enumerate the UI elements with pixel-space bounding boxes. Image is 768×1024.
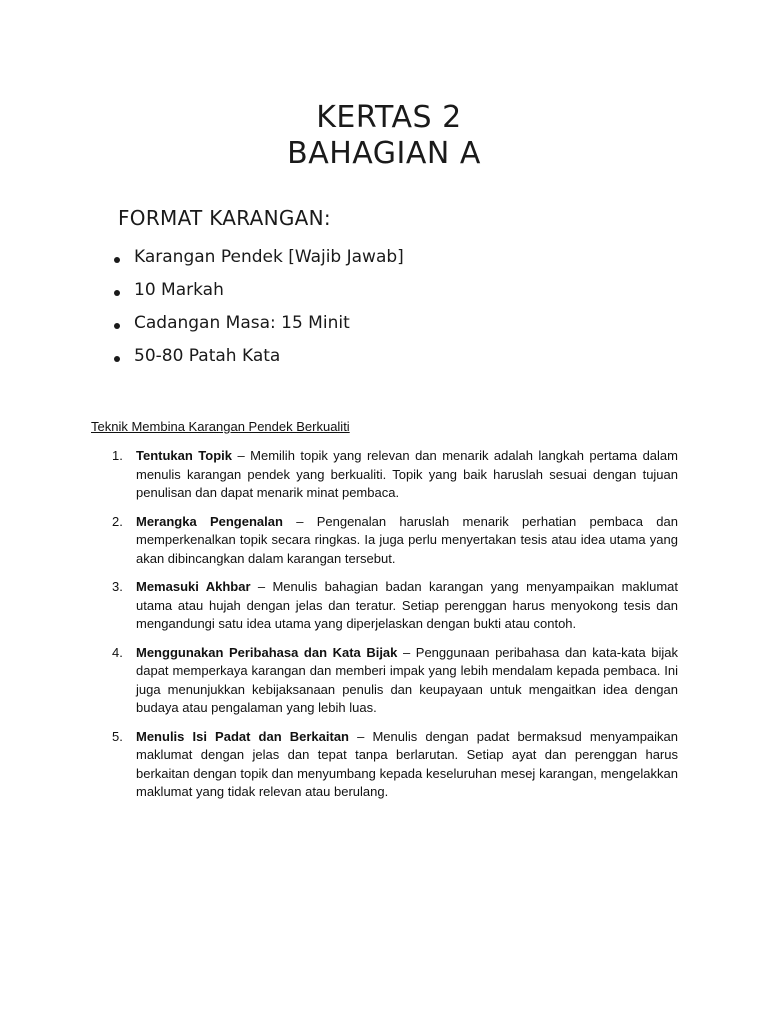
format-item (114, 339, 404, 372)
step-number: 1. (112, 448, 123, 463)
step-item (91, 447, 678, 503)
step-text: – Memilih topik yang relevan dan menarik adalah langkah pertama dalam menulis karangan pendek yang berkualiti. Topik yang baik haruslah sesuai dengan tujuan penulisan dan dapat menarik minat pembaca. (136, 448, 678, 500)
format-item-label: 10 Markah (134, 279, 224, 300)
step-number: 3. (112, 579, 123, 594)
section-title: Teknik Membina Karangan Pendek Berkualiti (91, 419, 350, 434)
step-number: 5. (112, 728, 123, 744)
format-item-label: Cadangan Masa: 15 Minit (134, 312, 350, 333)
title-line-2: BAHAGIAN A (287, 136, 481, 171)
step-item (91, 578, 678, 634)
step-item (91, 513, 678, 569)
step-term: Merangka Pengenalan (136, 513, 283, 529)
step-term: Menggunakan Peribahasa dan Kata Bijak (136, 644, 398, 660)
bullet-icon (114, 323, 120, 329)
title-line-1: KERTAS 2 (316, 100, 462, 135)
bullet-icon (114, 257, 120, 263)
header-image (0, 100, 768, 172)
step-number: 2. (112, 513, 123, 529)
step-text: – Menulis bahagian badan karangan yang menyampaikan maklumat utama atau hujah dengan jelas dan teratur. Setiap perenggan harus menyokong tesis dan mengandungi satu idea utama yang diperjelaskan dengan bukti atau contoh. (136, 579, 678, 631)
step-number: 4. (112, 644, 123, 660)
step-term: Menulis Isi Padat dan Berkaitan (136, 728, 350, 744)
format-item-label: 50-80 Patah Kata (134, 345, 281, 366)
format-item (114, 273, 404, 306)
step-text: – Penggunaan peribahasa dan kata-kata bijak dapat memperkaya karangan dan memberi impak yang lebih mendalam kepada pembaca. Ini juga menunjukkan kebijaksanaan penulis dan keupayaan untuk mengaitkan idea dengan budaya atau pengalaman yang lebih luas. (136, 644, 679, 715)
format-heading: FORMAT KARANGAN: (118, 206, 331, 230)
step-item (91, 728, 678, 802)
step-text: – Menulis dengan padat bermaksud menyampaikan maklumat dengan jelas dan tepat tanpa berlarutan. Setiap ayat dan perenggan harus berkaitan dengan topik dan menyumbang kepada keseluruhan mesej karangan, mengelakkan maklumat yang tidak relevan atau berulang. (136, 728, 679, 799)
format-item-label: Karangan Pendek [Wajib Jawab] (134, 246, 404, 267)
format-item (114, 240, 404, 273)
step-term: Tentukan Topik (136, 448, 232, 463)
bullet-icon (114, 290, 120, 296)
steps-list (91, 447, 678, 812)
step-text: – Pengenalan haruslah menarik perhatian pembaca dan memperkenalkan topik secara ringkas. Ia juga perlu menyertakan tesis atau idea utama yang akan dibincangkan dalam karangan tersebut. (136, 513, 678, 566)
step-term: Memasuki Akhbar (136, 579, 251, 594)
format-item (114, 306, 404, 339)
bullet-icon (114, 356, 120, 362)
main-title (0, 100, 768, 172)
step-item (91, 644, 678, 718)
format-list (114, 240, 404, 372)
